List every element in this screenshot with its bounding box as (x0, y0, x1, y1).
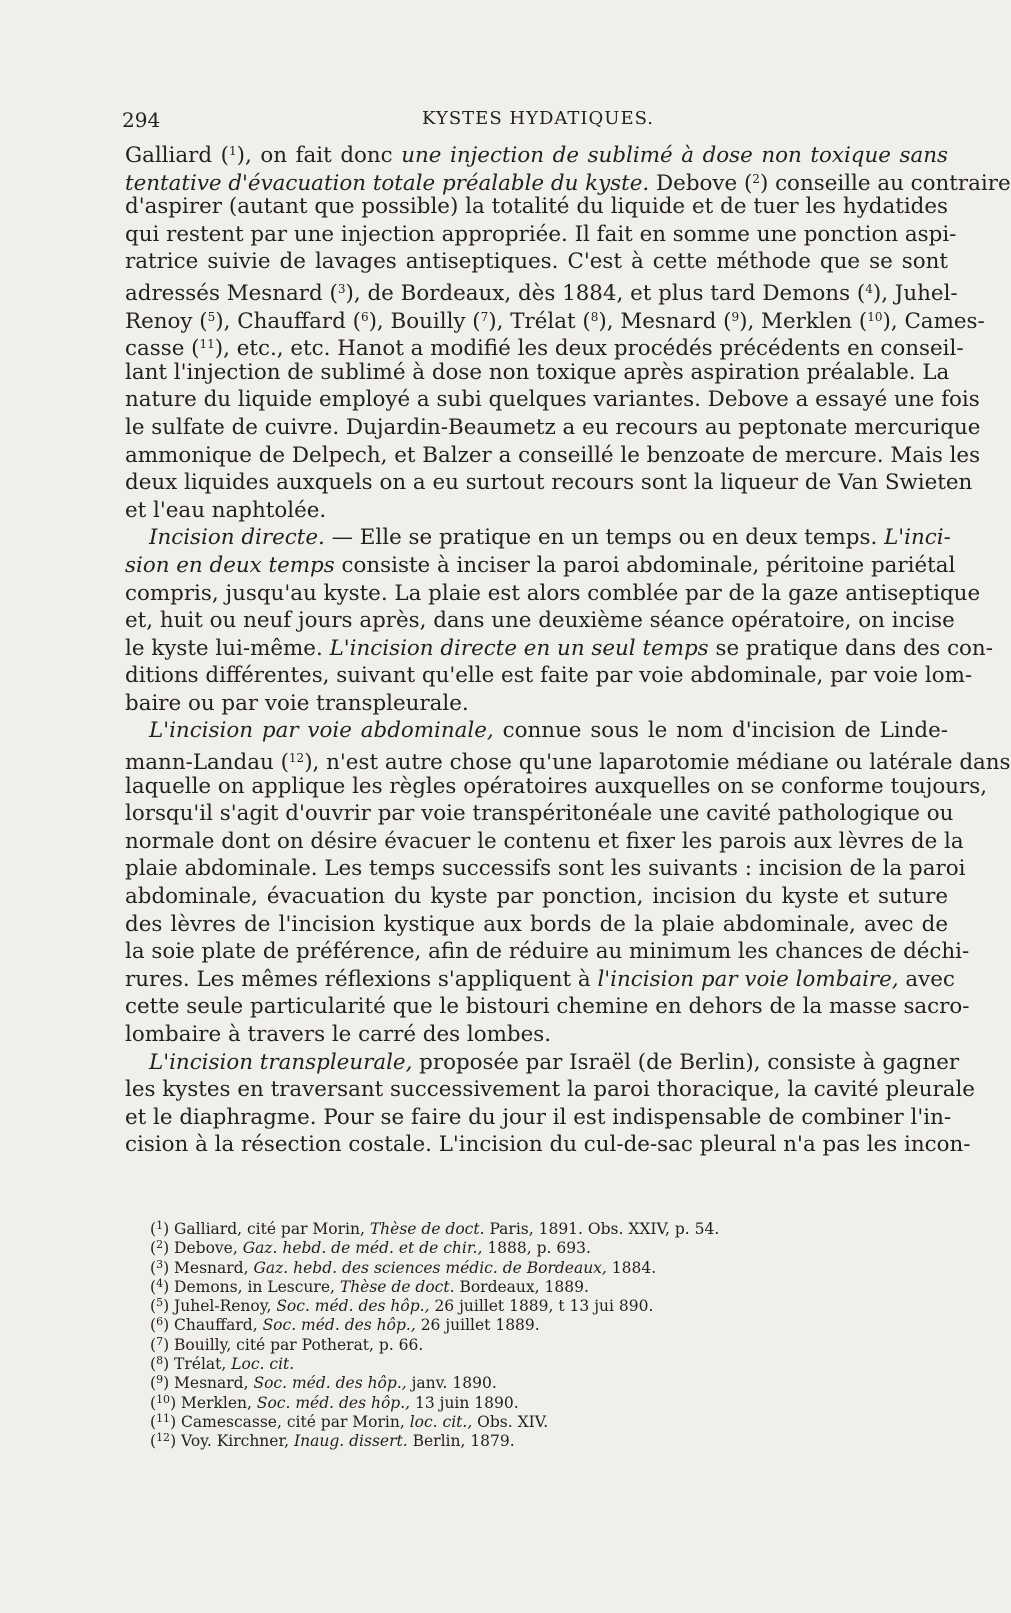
text-line (125, 359, 948, 387)
text-line (125, 1021, 948, 1049)
text-run: ), de Bordeaux, dès 1884, et plus tard Demons ( (345, 280, 866, 306)
text-run: le kyste lui-même. (125, 635, 330, 661)
footnote-number-value: 12 (156, 1431, 171, 1445)
italic-text: Soc. méd. des hôp., (276, 1297, 430, 1316)
text-run: 1884. (606, 1258, 657, 1277)
text-run: Merklen, (181, 1393, 257, 1412)
italic-text: loc. cit., (409, 1412, 473, 1431)
footnote-number: ($^9$) (150, 1373, 175, 1393)
text-line (125, 938, 970, 966)
text-line (125, 524, 951, 552)
footnote-number: ($^8$) (150, 1354, 175, 1374)
text-run: cision à la résection costale. L'incision du cul-de-sac pleural n'a pas les incon- (125, 1132, 971, 1158)
footnote-ref: 10 (867, 309, 883, 324)
text-line (125, 193, 948, 221)
text-run: ), Mesnard ( (598, 308, 732, 334)
text-line (125, 800, 954, 828)
text-line (125, 745, 1011, 776)
italic-text: Thèse de doct. (369, 1220, 485, 1238)
italic-text: L'incision par voie abdominale, (149, 718, 494, 744)
text-run: Mesnard, (174, 1374, 254, 1393)
text-run: et l'eau naphtolée. (125, 497, 327, 523)
footnote-number: ($^1$) (150, 1219, 175, 1238)
footnote (150, 1332, 850, 1354)
footnote-number-value: 6 (156, 1315, 164, 1329)
footnote-number: ($^{12}$) (150, 1431, 182, 1451)
italic-text: Inaug. dissert. (294, 1432, 408, 1451)
footnote-number: ($^6$) (150, 1315, 175, 1335)
footnote (150, 1428, 850, 1451)
footnote-number-value: 11 (156, 1411, 171, 1425)
footnote-number: ($^5$) (150, 1296, 175, 1316)
text-run: compris, jusqu'au kyste. La plaie est alors comblée par de la gaze antiseptique (125, 580, 981, 606)
footnote-number: ($^3$) (150, 1257, 175, 1277)
footnote (150, 1351, 850, 1374)
footnote-number-value: 2 (156, 1238, 164, 1252)
text-line (125, 1076, 975, 1104)
footnote (150, 1255, 850, 1277)
text-line (125, 966, 955, 994)
italic-text: Loc. cit. (231, 1355, 295, 1374)
text-run: Bouilly, cité par Potherat, p. 66. (174, 1335, 424, 1354)
text-run: ), Chauffard ( (215, 308, 361, 334)
text-run: Obs. XIV. (472, 1412, 549, 1431)
footnote-number-value: 5 (156, 1296, 164, 1310)
text-line (125, 690, 948, 718)
text-run: laquelle on applique les règles opératoires auxquelles on se conforme toujours, (125, 773, 988, 799)
text-run: Debove ( (649, 170, 753, 196)
text-run: proposée par Israël (de Berlin), consiste à gagner (412, 1049, 960, 1075)
footnote-number: ($^2$) (150, 1238, 175, 1258)
italic-text: Soc. méd. des hôp., (256, 1393, 411, 1412)
text-run: avec (898, 966, 955, 992)
text-line (125, 138, 948, 166)
text-line (125, 911, 948, 939)
footnote (150, 1216, 850, 1238)
text-run: lant l'injection de sublimé à dose non toxique après aspiration préalable. La (125, 359, 950, 385)
text-run: ), on fait donc (236, 143, 402, 168)
text-run: nature du liquide employé a subi quelques variantes. Debove a essayé une fois (125, 387, 980, 413)
footnote-number: ($^4$) (150, 1276, 175, 1296)
text-line (125, 883, 948, 911)
text-line (125, 276, 958, 306)
text-run: Trélat, (174, 1355, 232, 1374)
footnote-number: ($^7$) (150, 1334, 175, 1354)
italic-text: une injection de sublimé à dose non toxique sans (401, 143, 949, 168)
text-run: cette seule particularité que le bistouri chemine en dehors de la masse sacro- (125, 994, 970, 1020)
text-run: la soie plate de préférence, afin de réduire au minimum les chances de déchi- (125, 939, 970, 965)
text-run: lombaire à travers le carré des lombes. (125, 1022, 552, 1047)
text-run: et le diaphragme. Pour se faire du jour il est indispensable de combiner l'in- (125, 1104, 952, 1130)
text-line (125, 414, 981, 442)
footnote-ref: 6 (360, 309, 369, 324)
text-run: 13 juin 1890. (410, 1393, 519, 1412)
text-run: ), etc., etc. Hanot a modifié les deux procédés précédents en conseil- (214, 336, 964, 362)
footnote (150, 1274, 850, 1296)
text-line (125, 166, 1011, 196)
footnote (150, 1235, 850, 1258)
text-run: plaie abdominale. Les temps successifs sont les suivants : incision de la paroi (125, 856, 966, 882)
text-run: ) conseille au contraire (759, 170, 1011, 196)
text-run: Voy. Kirchner, (181, 1432, 295, 1451)
footnote (150, 1390, 850, 1412)
text-run: adressés Mesnard ( (125, 280, 338, 306)
italic-text: tentative d'évacuation totale préalable du kyste. (125, 170, 650, 196)
text-run: ), Trélat ( (488, 308, 591, 334)
footnote-number-value: 3 (156, 1257, 164, 1271)
text-run: 26 juillet 1889, t 13 jui 890. (429, 1297, 654, 1316)
text-run: et, huit ou neuf jours après, dans une deuxième séance opératoire, on incise (125, 608, 955, 634)
footnote-ref: 7 (480, 309, 489, 324)
footnotes (150, 1216, 850, 1451)
text-run: des lèvres de l'incision kystique aux bords de la plaie abdominale, avec de (125, 911, 948, 937)
text-run: 26 juillet 1889. (415, 1316, 540, 1335)
text-line (125, 828, 964, 856)
text-line (125, 607, 955, 635)
footnote-ref: 3 (337, 281, 346, 296)
footnote-number: ($^{11}$) (150, 1411, 182, 1431)
footnote (150, 1409, 850, 1431)
text-run: Bordeaux, 1889. (454, 1277, 589, 1296)
text-run: ), Cames- (882, 308, 985, 334)
italic-text: L'inci- (884, 525, 951, 551)
footnote (150, 1312, 850, 1335)
text-run: deux liquides auxquels on a eu surtout recours sont la liqueur de Van Swieten (125, 470, 973, 496)
italic-text: Gaz. hebd. de méd. et de chir., (242, 1239, 483, 1258)
text-run: Camescasse, cité par Morin, (181, 1412, 410, 1431)
text-run: ammonique de Delpech, et Balzer a conseillé le benzoate de mercure. Mais les (125, 442, 981, 468)
text-line (125, 221, 957, 249)
text-run: lorsqu'il s'agit d'ouvrir par voie transpéritonéale une cavité pathologique ou (125, 801, 954, 827)
footnote-number-value: 1 (156, 1219, 164, 1232)
running-title: KYSTES HYDATIQUES. (422, 108, 654, 129)
text-line (125, 552, 956, 580)
text-run: Galliard ( (125, 143, 229, 168)
italic-text: Thèse de doct. (339, 1277, 455, 1296)
text-run: 1888, p. 693. (482, 1239, 591, 1258)
text-line (125, 773, 988, 801)
text-run: Demons, in Lescure, (174, 1277, 340, 1296)
text-run: Chauffard, (174, 1316, 263, 1335)
text-line (125, 855, 966, 883)
text-run: ), Merklen ( (739, 308, 868, 334)
footnote-ref: 4 (865, 281, 873, 296)
footnote-ref: 11 (199, 337, 215, 352)
text-line (125, 442, 981, 470)
text-line (125, 580, 981, 608)
footnote-number-value: 10 (156, 1392, 171, 1406)
text-run: mann-Landau ( (125, 750, 289, 776)
italic-text: L'incision directe en un seul temps (329, 635, 709, 661)
text-run: d'aspirer (autant que possible) la totalité du liquide et de tuer les hydatides (125, 194, 948, 220)
text-run: ), Juhel- (872, 280, 958, 306)
text-line (125, 386, 980, 414)
footnote (150, 1370, 850, 1393)
text-run: les kystes en traversant successivement la paroi thoracique, la cavité pleurale (125, 1077, 975, 1103)
text-line (125, 1049, 960, 1077)
text-line (125, 993, 970, 1021)
text-run: abdominale, évacuation du kyste par ponction, incision du kyste et suture (125, 884, 948, 910)
page-number: 294 (122, 108, 161, 132)
text-run: Renoy ( (125, 308, 208, 334)
italic-text: Soc. méd. des hôp., (262, 1316, 416, 1335)
italic-text: Gaz. hebd. des sciences médic. de Bordeaux, (253, 1258, 607, 1277)
text-run: Debove, (174, 1239, 243, 1258)
text-run: normale dont on désire évacuer le contenu et fixer les parois aux lèvres de la (125, 828, 964, 854)
text-line (125, 1104, 952, 1132)
footnote-ref: 5 (207, 309, 216, 324)
footnote-ref: 1 (228, 144, 237, 158)
text-run: Paris, 1891. Obs. XXIV, p. 54. (484, 1220, 720, 1238)
footnote-number-value: 8 (156, 1354, 164, 1368)
footnote-number: ($^{10}$) (150, 1392, 182, 1412)
footnote-number-value: 4 (156, 1276, 164, 1290)
italic-text: Soc. méd. des hôp., (253, 1374, 407, 1393)
text-run: ), Bouilly ( (368, 308, 481, 334)
text-run: Galliard, cité par Morin, (174, 1220, 370, 1238)
text-run: qui restent par une injection appropriée. Il fait en somme une ponction aspi- (125, 221, 957, 247)
footnote-ref: 8 (590, 309, 599, 324)
page-header (122, 108, 942, 134)
text-run: Mesnard, (174, 1258, 254, 1277)
footnote-ref: 12 (288, 751, 305, 766)
footnote-ref: 9 (731, 309, 740, 324)
text-run: casse ( (125, 336, 200, 362)
text-run: baire ou par voie transpleurale. (125, 690, 469, 716)
footnote-ref: 2 (752, 171, 760, 186)
text-run: consiste à inciser la paroi abdominale, péritoine pariétal (334, 552, 956, 578)
text-run: connue sous le nom d'incision de Linde- (493, 718, 948, 744)
text-run: — Elle se pratique en un temps ou en deux temps. (324, 525, 885, 551)
body-text (125, 138, 1011, 1159)
footnote-number-value: 7 (156, 1334, 164, 1348)
text-run: ), n'est autre chose qu'une laparotomie médiane ou latérale dans (304, 750, 1011, 776)
text-run: Juhel-Renoy, (174, 1297, 277, 1316)
footnote (150, 1293, 850, 1316)
text-run: se pratique dans des con- (708, 635, 993, 661)
text-line (125, 497, 948, 525)
text-run: janv. 1890. (406, 1374, 497, 1393)
text-line (125, 662, 973, 690)
text-run: ratrice suivie de lavages antiseptiques. C'est à cette méthode que se sont (125, 249, 948, 275)
italic-text: sion en deux temps (125, 552, 335, 578)
italic-text: L'incision transpleurale, (149, 1049, 413, 1075)
italic-text: Incision directe. (149, 525, 325, 551)
italic-text: l'incision par voie lombaire, (597, 966, 899, 992)
footnote-number-value: 9 (156, 1373, 164, 1387)
text-line (125, 469, 973, 497)
text-run: le sulfate de cuivre. Dujardin-Beaumetz a eu recours au peptonate mercurique (125, 414, 981, 440)
text-run: Berlin, 1879. (407, 1432, 515, 1451)
text-line (125, 635, 993, 663)
text-line (125, 717, 948, 745)
text-line (125, 331, 964, 362)
text-run: rures. Les mêmes réflexions s'appliquent à (125, 966, 598, 992)
text-line (125, 248, 948, 276)
text-run: ditions différentes, suivant qu'elle est faite par voie abdominale, par voie lom- (125, 663, 973, 689)
text-line (125, 304, 985, 334)
text-line (125, 1131, 971, 1159)
